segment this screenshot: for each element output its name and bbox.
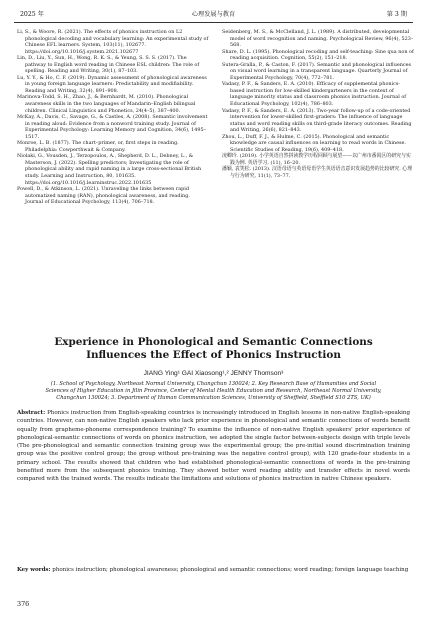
reference-column-left bbox=[17, 29, 209, 206]
title-line: Influences the Effect of Phonics Instruction bbox=[86, 349, 341, 361]
affiliation-line: (1. School of Psychology, Northeast Normal University, Changchun 130024; 2. Key Research Base of Humanities and Social bbox=[50, 381, 377, 387]
reference-item: Vadasy, P. F., & Sanders, E. A. (2010). Efficacy of supplemental phonics-based instruction for low-skilled kindergarteners in the context of language minority status and classroom phonics instruction. Journal of Educational Psychology, 102(4), 786–803. bbox=[222, 81, 407, 108]
english-title bbox=[0, 336, 427, 362]
reference-list bbox=[14, 29, 413, 329]
keywords-label: Key words: bbox=[17, 567, 51, 573]
header-year: 2025 年 bbox=[20, 11, 44, 18]
abstract-label: Abstract: bbox=[17, 410, 46, 416]
header-journal: 心理发展与教育 bbox=[191, 11, 236, 18]
reference-item: McKay, A., Davis, C., Savage, G., & Castles, A. (2008). Semantic involvement in reading aloud: Evidence from a nonword training study. Journal of Experimental Psychology: Learning Memory and Cognition, 34(6), 1495–1517. bbox=[17, 114, 208, 140]
reference-item: Share, D. L. (1995). Phonological recoding and self-teaching: Sine qua non of reading acquisition. Cognition, 55(2), 151–218. bbox=[222, 48, 414, 62]
reference-item: Seidenberg, M. S., & McClelland, J. L. (1989). A distributed, developmental model of word recognition and naming. Psychological Review, 96(4), 523–568. bbox=[222, 29, 414, 49]
reference-item: Li, S., & Woore, R. (2021). The effects of phonics instruction on L2 phonological decoding and vocabulary learning: An experimental study of Chinese EFL learners. System, 103(11), 102677. https://doi.org/10.1016/j.system.2021.102677 bbox=[17, 29, 209, 55]
reference-item: Marinova-Todd, S. H., Zhao, J., & Bernhardt, M. (2010). Phonological awareness skills in the two languages of Mandarin–English bilingual children. Clinical Linguistics and Phonetics, 24(4–5), 387–400. bbox=[17, 94, 196, 114]
reference-item: Powell, D., & Atkinson, L. (2021). Unraveling the links between rapid automatized naming (RAN), phonological awareness, and reading. Journal of Educational Psychology, 113(4), 706–718. bbox=[17, 186, 190, 206]
affiliation-line: Changchun 130024; 3. Department of Human Communication Sciences, University of Sheffield, Sheffield S10 2TS, UK) bbox=[56, 395, 371, 402]
affiliations bbox=[20, 381, 407, 403]
reference-item: Monroe, L. B. (1877). The chart–primer, or, first steps in reading. Philadelphia: Cowperthwait & Company. bbox=[17, 140, 179, 153]
page-number: 376 bbox=[17, 600, 30, 608]
keywords bbox=[17, 566, 410, 574]
reference-item: 潘颖, 袁笑松. (2013). 汉语母语与英语母语学生英语语音意识发展趋势的比较研究. 心理与行为研究, 11(1), 73–77. bbox=[222, 166, 413, 180]
reference-column-right bbox=[222, 29, 414, 180]
reference-item: 凌卿玲. (2019). 小学英语自然拼读教学历程回顾与展望——以广州市番禺区的研究与实践为例. 英语学习, (11), 16–20. bbox=[222, 153, 411, 166]
reference-item: Zhou, L., Duff, F. J., & Hulme, C. (2015). Phonological and semantic knowledge are causal influences on learning to read words in Chinese. Scientific Studies of Reading, 19(6), 409–418. bbox=[222, 133, 406, 153]
affiliation-line: Sciences of Higher Education in Jilin Province, Center of Mental Health Education and Research, Northeast Normal University, bbox=[45, 388, 382, 395]
reference-item: Lin, D., Liu, Y., Sun, H., Wong, R. K. S., & Yeung, S. S. S. (2017). The pathway to English word reading in Chinese ESL children: The role of spelling. Reading and Writing, 30(1), 87–103. bbox=[17, 55, 200, 75]
reference-item: Niolaki, G., Vousden, J., Terzopoulos, A., Shepherd, D. L., Debney, L., & Masterson, J. (2022). Spelling predictors; Investigating the role of phonological ability and rapid naming in a large cross-sectional British study. Learning and Instruction, 80, 101635. https://doi.org/10.1016/j.learninstruc.2022.101635 bbox=[17, 153, 202, 186]
abstract-text: Phonics instruction from English-speaking countries is increasingly introduced in English lessons in non-native English-speaking countries. However, can non-native English speakers who lack prior experience in phonological and semantic connections of words benefit equally from grapheme-phoneme correspondence training? To examine the influence of non-native English speakers' prior experience of phonological-semantic connections of words on phonics instruction, we adopted the single factor between-subjects design with triple levels (The pre-phonological and semantic connection training group was the experimental group; the pre-initial sound discrimination training group was the positive control group; the group without pre-training was the negative control group), with 120 grade-four students in a primary school. The results showed that children who had established phonological-semantic connections of words in the pre-training benefited more from the subsequent phonics training. They showed better word reading ability and transfer effects in novel words compared with the trained words. The results indicate the limitations and solutions of phonics instruction in native Chinese speakers. bbox=[17, 410, 410, 483]
keywords-text: phonics instruction; phonological awareness; phonological and semantic connections; word reading; foreign language teaching bbox=[52, 567, 409, 573]
title-line: Experience in Phonological and Semantic Connections bbox=[54, 336, 373, 348]
running-header bbox=[14, 9, 413, 21]
header-rule bbox=[14, 22, 413, 23]
author-line: JIANG Ying¹ GAI Xiaosong¹,² JENNY Thomson³ bbox=[143, 370, 284, 377]
reference-item: Vadasy, P. F., & Sanders, E. A. (2013). Two-year follow-up of a code-oriented intervention for lower-skilled first-graders: The influence of language status and word reading skills on third-grade literacy outcomes. Reading and Writing, 26(6), 821–843. bbox=[222, 107, 412, 134]
abstract bbox=[17, 409, 410, 484]
reference-item: Lu, Y. Y., & Ho, C. F. (2019). Dynamic assessment of phonological awareness in young foreign language learners: Predictability and modifiability. Reading and Writing, 32(4), 891–908. bbox=[17, 74, 207, 94]
header-issue: 第 3 期 bbox=[386, 11, 407, 18]
reference-item: Sutera-Gralla, P., & Caston, F. (2017). Semantic and phonological influences on visual word learning in a transparent language. Quarterly Journal of Experimental Psychology, 70(4), 772–781. bbox=[222, 61, 412, 81]
